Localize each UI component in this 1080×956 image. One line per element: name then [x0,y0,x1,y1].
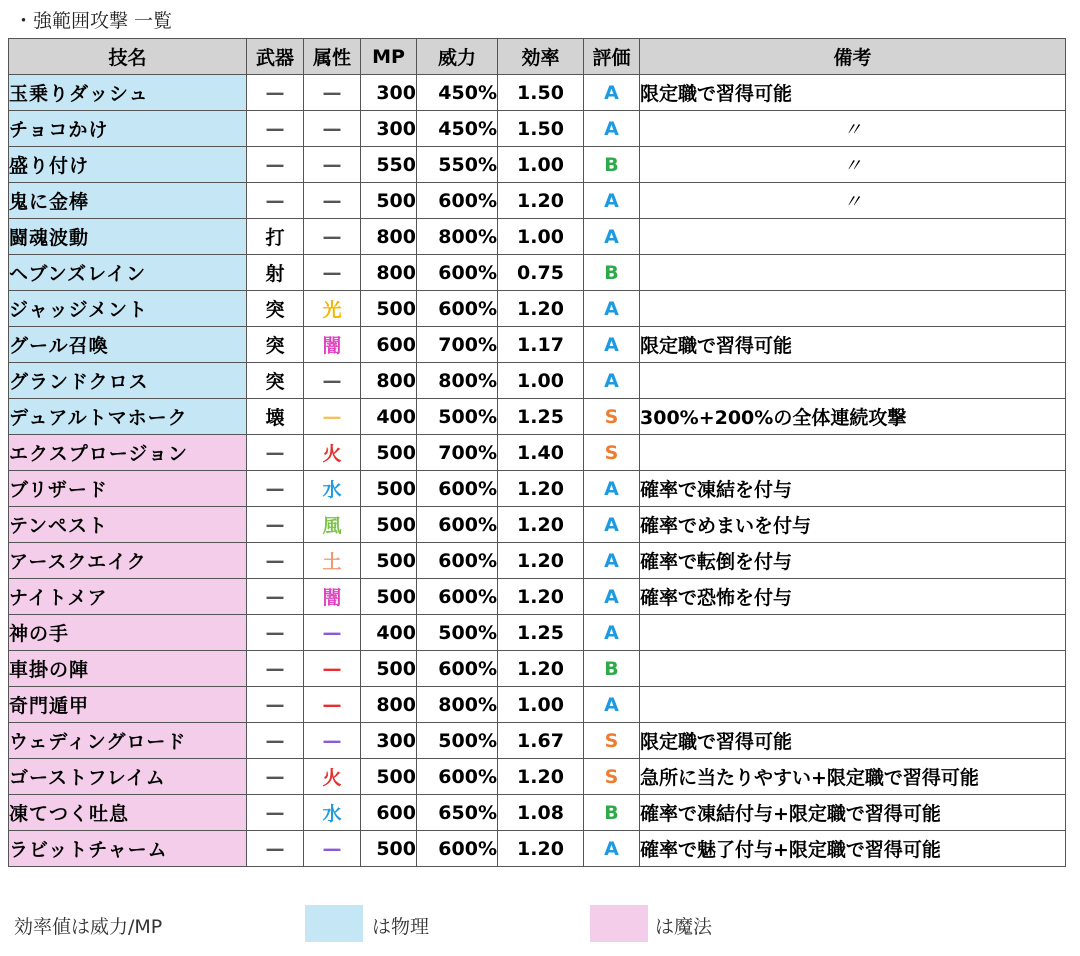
note-cell: 限定職で習得可能 [640,75,1066,111]
table-row [9,327,1066,363]
table-row [9,651,1066,687]
grade-cell: A [584,687,640,723]
grade-cell: A [584,507,640,543]
weapon-cell: — [247,759,304,795]
note-cell: 急所に当たりやすい+限定職で習得可能 [640,759,1066,795]
mp-cell: 600 [361,327,417,363]
efficiency-cell: 1.20 [498,651,584,687]
grade-cell: B [584,651,640,687]
mp-cell: 550 [361,147,417,183]
table-row [9,219,1066,255]
element-cell: 闇 [304,327,361,363]
efficiency-cell: 1.20 [498,291,584,327]
skill-table [8,38,1066,867]
weapon-cell: — [247,651,304,687]
element-cell: — [304,183,361,219]
mp-cell: 500 [361,579,417,615]
table-row [9,615,1066,651]
element-cell: 風 [304,507,361,543]
weapon-cell: — [247,471,304,507]
mp-cell: 500 [361,291,417,327]
skill-name-cell: テンペスト [9,507,247,543]
grade-cell: A [584,543,640,579]
efficiency-note: 効率値は威力/MP [14,916,163,938]
mp-cell: 400 [361,399,417,435]
table-row [9,147,1066,183]
header-element: 属性 [304,39,361,75]
note-cell [640,363,1066,399]
skill-name-cell: アースクエイク [9,543,247,579]
header-skill-name: 技名 [9,39,247,75]
table-row [9,183,1066,219]
grade-cell: S [584,759,640,795]
weapon-cell: — [247,795,304,831]
table-row [9,507,1066,543]
skill-name-cell: チョコかけ [9,111,247,147]
efficiency-cell: 1.67 [498,723,584,759]
element-cell: 水 [304,471,361,507]
note-cell: 確率で恐怖を付与 [640,579,1066,615]
element-cell: — [304,219,361,255]
power-cell: 650% [417,795,498,831]
grade-cell: B [584,255,640,291]
note-cell: 限定職で習得可能 [640,723,1066,759]
weapon-cell: — [247,831,304,867]
table-row [9,111,1066,147]
physical-legend-label: は物理 [372,916,430,938]
efficiency-cell: 1.20 [498,507,584,543]
weapon-cell: — [247,579,304,615]
weapon-cell: 壊 [247,399,304,435]
weapon-cell: 突 [247,363,304,399]
efficiency-cell: 1.25 [498,399,584,435]
skill-name-cell: ブリザード [9,471,247,507]
header-notes: 備考 [640,39,1066,75]
power-cell: 800% [417,363,498,399]
mp-cell: 800 [361,219,417,255]
note-cell [640,651,1066,687]
mp-cell: 600 [361,795,417,831]
mp-cell: 800 [361,687,417,723]
efficiency-cell: 1.00 [498,219,584,255]
skill-name-cell: 闘魂波動 [9,219,247,255]
weapon-cell: — [247,183,304,219]
table-row [9,399,1066,435]
element-cell: 光 [304,291,361,327]
element-cell: 水 [304,795,361,831]
skill-name-cell: 車掛の陣 [9,651,247,687]
skill-name-cell: グランドクロス [9,363,247,399]
element-cell: — [304,111,361,147]
efficiency-cell: 1.50 [498,111,584,147]
power-cell: 550% [417,147,498,183]
power-cell: 600% [417,651,498,687]
element-cell: — [304,363,361,399]
table-header-row [9,39,1066,75]
grade-cell: A [584,75,640,111]
mp-cell: 500 [361,435,417,471]
table-row [9,795,1066,831]
grade-cell: A [584,291,640,327]
weapon-cell: — [247,687,304,723]
mp-cell: 800 [361,363,417,399]
mp-cell: 500 [361,831,417,867]
table-row [9,363,1066,399]
power-cell: 600% [417,507,498,543]
table-row [9,687,1066,723]
mp-cell: 300 [361,111,417,147]
mp-cell: 800 [361,255,417,291]
grade-cell: S [584,723,640,759]
weapon-cell: 突 [247,327,304,363]
element-cell: 火 [304,759,361,795]
efficiency-cell: 1.20 [498,831,584,867]
efficiency-cell: 1.20 [498,471,584,507]
mp-cell: 500 [361,543,417,579]
note-cell [640,255,1066,291]
power-cell: 700% [417,327,498,363]
weapon-cell: 射 [247,255,304,291]
grade-cell: A [584,111,640,147]
weapon-cell: — [247,435,304,471]
note-cell [640,615,1066,651]
power-cell: 600% [417,831,498,867]
power-cell: 700% [417,435,498,471]
grade-cell: S [584,435,640,471]
physical-legend-swatch [305,905,363,942]
efficiency-cell: 1.20 [498,759,584,795]
header-mp: MP [361,39,417,75]
mp-cell: 300 [361,75,417,111]
power-cell: 800% [417,219,498,255]
power-cell: 600% [417,291,498,327]
power-cell: 600% [417,471,498,507]
weapon-cell: — [247,507,304,543]
skill-name-cell: グール召喚 [9,327,247,363]
mp-cell: 400 [361,615,417,651]
grade-cell: A [584,363,640,399]
table-row [9,831,1066,867]
power-cell: 600% [417,759,498,795]
table-row [9,723,1066,759]
efficiency-cell: 0.75 [498,255,584,291]
mp-cell: 500 [361,507,417,543]
table-row [9,543,1066,579]
weapon-cell: — [247,75,304,111]
element-cell: — [304,615,361,651]
magic-legend-swatch [590,905,648,942]
element-cell: — [304,687,361,723]
table-row [9,471,1066,507]
efficiency-cell: 1.25 [498,615,584,651]
header-power: 威力 [417,39,498,75]
note-cell: 確率で凍結付与+限定職で習得可能 [640,795,1066,831]
header-grade: 評価 [584,39,640,75]
note-cell: 確率で凍結を付与 [640,471,1066,507]
skill-name-cell: ゴーストフレイム [9,759,247,795]
weapon-cell: — [247,615,304,651]
weapon-cell: — [247,147,304,183]
power-cell: 500% [417,615,498,651]
header-efficiency: 効率 [498,39,584,75]
efficiency-cell: 1.17 [498,327,584,363]
table-row [9,75,1066,111]
weapon-cell: — [247,543,304,579]
grade-cell: A [584,615,640,651]
header-weapon: 武器 [247,39,304,75]
note-cell: 300%+200%の全体連続攻撃 [640,399,1066,435]
power-cell: 600% [417,255,498,291]
skill-name-cell: 盛り付け [9,147,247,183]
skill-name-cell: ジャッジメント [9,291,247,327]
element-cell: — [304,723,361,759]
efficiency-cell: 1.00 [498,687,584,723]
element-cell: — [304,147,361,183]
mp-cell: 500 [361,651,417,687]
table-row [9,255,1066,291]
note-cell: 〃 [640,147,1066,183]
skill-name-cell: 凍てつく吐息 [9,795,247,831]
power-cell: 600% [417,579,498,615]
efficiency-cell: 1.00 [498,363,584,399]
grade-cell: B [584,147,640,183]
table-body [9,75,1066,867]
mp-cell: 500 [361,471,417,507]
grade-cell: A [584,579,640,615]
skill-name-cell: 玉乗りダッシュ [9,75,247,111]
mp-cell: 300 [361,723,417,759]
page-title: ・強範囲攻撃 一覧 [14,10,173,32]
grade-cell: A [584,471,640,507]
power-cell: 450% [417,75,498,111]
note-cell: 確率でめまいを付与 [640,507,1066,543]
efficiency-cell: 1.40 [498,435,584,471]
note-cell: 確率で魅了付与+限定職で習得可能 [640,831,1066,867]
skill-name-cell: エクスプロージョン [9,435,247,471]
efficiency-cell: 1.50 [498,75,584,111]
note-cell [640,219,1066,255]
grade-cell: B [584,795,640,831]
weapon-cell: — [247,111,304,147]
weapon-cell: — [247,723,304,759]
grade-cell: A [584,219,640,255]
element-cell: 土 [304,543,361,579]
element-cell: — [304,399,361,435]
grade-cell: A [584,183,640,219]
element-cell: — [304,75,361,111]
element-cell: — [304,651,361,687]
note-cell [640,435,1066,471]
element-cell: — [304,255,361,291]
note-cell [640,291,1066,327]
mp-cell: 500 [361,759,417,795]
note-cell: 〃 [640,111,1066,147]
power-cell: 600% [417,543,498,579]
table-row [9,759,1066,795]
element-cell: — [304,831,361,867]
note-cell: 確率で転倒を付与 [640,543,1066,579]
skill-name-cell: 奇門遁甲 [9,687,247,723]
skill-name-cell: 鬼に金棒 [9,183,247,219]
skill-name-cell: 神の手 [9,615,247,651]
grade-cell: S [584,399,640,435]
efficiency-cell: 1.08 [498,795,584,831]
efficiency-cell: 1.20 [498,183,584,219]
efficiency-cell: 1.00 [498,147,584,183]
skill-name-cell: ナイトメア [9,579,247,615]
skill-name-cell: ウェディングロード [9,723,247,759]
element-cell: 闇 [304,579,361,615]
mp-cell: 500 [361,183,417,219]
magic-legend-label: は魔法 [655,916,713,938]
grade-cell: A [584,831,640,867]
table-row [9,435,1066,471]
power-cell: 500% [417,399,498,435]
skill-name-cell: ラビットチャーム [9,831,247,867]
table-row [9,291,1066,327]
power-cell: 800% [417,687,498,723]
efficiency-cell: 1.20 [498,543,584,579]
table-row [9,579,1066,615]
note-cell: 限定職で習得可能 [640,327,1066,363]
note-cell [640,687,1066,723]
weapon-cell: 突 [247,291,304,327]
weapon-cell: 打 [247,219,304,255]
grade-cell: A [584,327,640,363]
element-cell: 火 [304,435,361,471]
note-cell: 〃 [640,183,1066,219]
skill-name-cell: ヘブンズレイン [9,255,247,291]
power-cell: 500% [417,723,498,759]
power-cell: 450% [417,111,498,147]
power-cell: 600% [417,183,498,219]
skill-name-cell: デュアルトマホーク [9,399,247,435]
efficiency-cell: 1.20 [498,579,584,615]
